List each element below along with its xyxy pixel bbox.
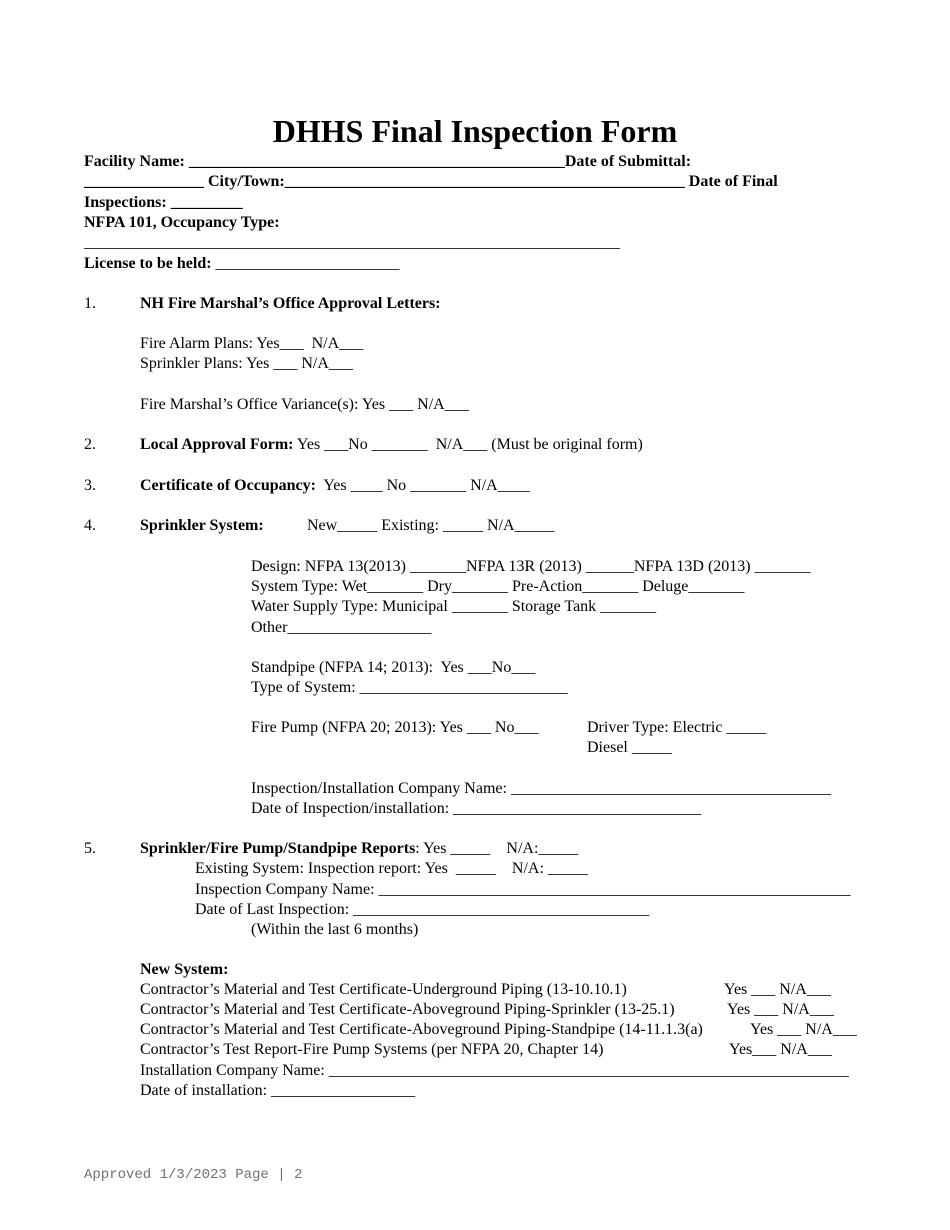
section-2-number: 2. (84, 436, 96, 453)
new-system-item-options[interactable]: Yes ___ N/A___ (724, 981, 831, 998)
date-of-final-label: Date of Final (684, 173, 778, 190)
city-town-field[interactable]: __________________________________________________ (284, 173, 685, 190)
inspection-company-name-line[interactable]: Inspection/Installation Company Name: ________________________________________ (251, 780, 831, 797)
water-supply-line[interactable]: Water Supply Type: Municipal _______ Storage Tank _______ (251, 598, 657, 615)
diesel-line[interactable]: Diesel _____ (587, 739, 672, 756)
fire-alarm-plans[interactable]: Fire Alarm Plans: Yes___ N/A___ (140, 335, 364, 352)
city-town-line (84, 172, 778, 192)
certificate-occupancy-line (140, 476, 530, 496)
sprinkler-system-options[interactable]: New_____ Existing: _____ N/A_____ (307, 517, 555, 534)
reports-heading: Sprinkler/Fire Pump/Standpipe Reports (140, 840, 416, 857)
within-six-months-note: (Within the last 6 months) (251, 921, 419, 938)
local-approval-options[interactable]: Yes ___No _______ N/A___ (Must be original form) (293, 436, 643, 453)
date-of-submittal-field[interactable]: _______________ (84, 173, 204, 190)
installation-company-line[interactable]: Installation Company Name: _________________________________________________________________ (140, 1062, 849, 1079)
standpipe-line[interactable]: Standpipe (NFPA 14; 2013): Yes ___No___ (251, 659, 536, 676)
local-approval-heading: Local Approval Form: (140, 436, 294, 453)
date-of-inspection-line[interactable]: Date of Inspection/installation: _______________________________ (251, 800, 702, 817)
inspections-line (84, 193, 243, 213)
type-of-system-line[interactable]: Type of System: __________________________ (251, 679, 568, 696)
sprinkler-plans[interactable]: Sprinkler Plans: Yes ___ N/A___ (140, 355, 353, 372)
new-system-item: Contractor’s Test Report-Fire Pump Systems (per NFPA 20, Chapter 14) (140, 1041, 604, 1058)
new-system-item: Contractor’s Material and Test Certificate-Aboveground Piping-Standpipe (14-11.1.3(a) (140, 1021, 703, 1038)
license-field[interactable]: _______________________ (215, 255, 400, 272)
new-system-item: Contractor’s Material and Test Certificate-Aboveground Piping-Sprinkler (13-25.1) (140, 1001, 675, 1018)
section-5-number: 5. (84, 840, 96, 857)
fire-marshal-variance[interactable]: Fire Marshal’s Office Variance(s): Yes ___ N/A___ (140, 396, 469, 413)
inspections-field[interactable]: _________ (170, 194, 243, 211)
sprinkler-system-heading: Sprinkler System: (140, 517, 264, 534)
new-system-item-options[interactable]: Yes___ N/A___ (729, 1041, 832, 1058)
driver-type-line[interactable]: Driver Type: Electric _____ (587, 719, 767, 736)
section-1-heading: NH Fire Marshal’s Office Approval Letters: (140, 295, 441, 312)
occupancy-type-field[interactable]: ___________________________________________________________________ (84, 234, 620, 251)
design-nfpa-line[interactable]: Design: NFPA 13(2013) _______NFPA 13R (2013) ______NFPA 13D (2013) _______ (251, 558, 811, 575)
page-title: DHHS Final Inspection Form (272, 113, 678, 149)
reports-options[interactable]: : Yes _____ N/A:_____ (415, 840, 579, 857)
license-line (84, 254, 400, 274)
new-system-item-options[interactable]: Yes ___ N/A___ (750, 1021, 857, 1038)
certificate-occupancy-heading: Certificate of Occupancy: (140, 477, 316, 494)
city-town-label: City/Town: (204, 173, 285, 190)
page-footer: Approved 1/3/2023 Page | 2 (84, 1167, 303, 1183)
date-of-installation-line[interactable]: Date of installation: __________________ (140, 1082, 416, 1099)
other-line[interactable]: Other__________________ (251, 619, 432, 636)
reports-line (140, 839, 578, 859)
date-last-inspection-line[interactable]: Date of Last Inspection: _____________________________________ (195, 901, 650, 918)
section-1-number: 1. (84, 295, 96, 312)
new-system-label: New System: (140, 961, 229, 978)
new-system-item-options[interactable]: Yes ___ N/A___ (727, 1001, 834, 1018)
existing-system-line[interactable]: Existing System: Inspection report: Yes _____ N/A: _____ (195, 860, 588, 877)
facility-name-label: Facility Name: (84, 153, 189, 170)
license-label: License to be held: (84, 255, 216, 272)
local-approval-line (140, 435, 643, 455)
new-system-item: Contractor’s Material and Test Certificate-Underground Piping (13-10.10.1) (140, 981, 627, 998)
section-4-number: 4. (84, 517, 96, 534)
inspections-label: Inspections: (84, 194, 171, 211)
occupancy-type-label: NFPA 101, Occupancy Type: (84, 214, 280, 231)
fire-pump-line[interactable]: Fire Pump (NFPA 20; 2013): Yes ___ No___ (251, 719, 539, 736)
facility-name-field[interactable]: _______________________________________________ (188, 153, 565, 170)
system-type-line[interactable]: System Type: Wet_______ Dry_______ Pre-Action_______ Deluge_______ (251, 578, 745, 595)
certificate-occupancy-options[interactable]: Yes ____ No _______ N/A____ (315, 477, 530, 494)
date-of-submittal-label: Date of Submittal: (564, 153, 692, 170)
inspection-company-line[interactable]: Inspection Company Name: ___________________________________________________________ (195, 881, 851, 898)
section-3-number: 3. (84, 477, 96, 494)
facility-name-line (84, 152, 691, 172)
